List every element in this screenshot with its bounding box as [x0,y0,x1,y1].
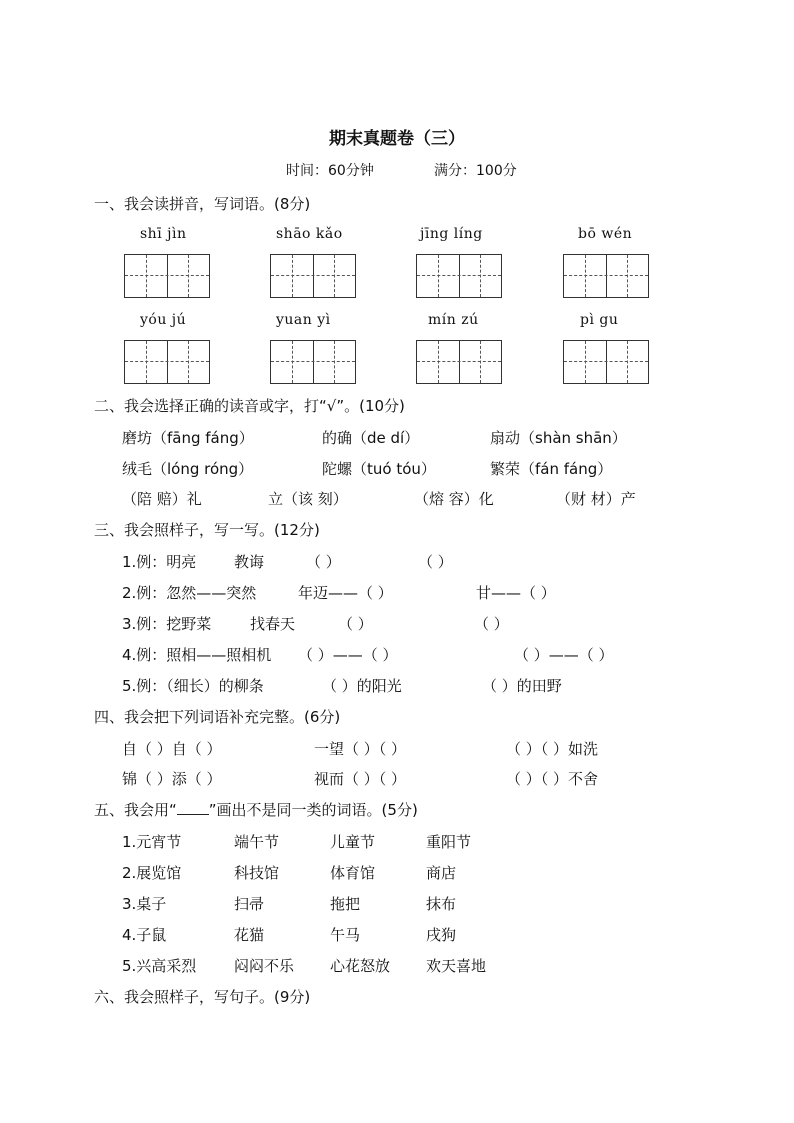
pinyin: pì gu [580,312,619,328]
example-text: 3.例：挖野菜 [122,615,212,633]
section-3-heading: 三、我会照样子，写一写。(12分) [94,521,320,539]
heading-suffix: ”画出不是同一类的词语。(5分) [208,801,418,819]
word-option[interactable]: 儿童节 [330,833,376,851]
idiom-blank[interactable]: （ ）（ ）不舍 [506,770,599,788]
choice-item[interactable]: 立（该 刻） [268,490,348,508]
word-option[interactable]: 戌狗 [426,926,457,944]
word-option[interactable]: 5.兴高采烈 [122,957,197,975]
choice-item[interactable]: （熔 容）化 [414,490,494,508]
writing-grid[interactable] [124,340,210,384]
writing-grid[interactable] [563,254,649,298]
word-option[interactable]: 花猫 [234,926,265,944]
section-2-heading: 二、我会选择正确的读音或字，打“√”。(10分) [94,397,405,415]
choice-item[interactable]: 繁荣（fán fáng） [490,460,613,478]
answer-blank[interactable]: （ ）的阳光 [322,677,402,695]
pinyin: shāo kǎo [276,226,343,242]
writing-grid[interactable] [124,254,210,298]
pinyin: yuan yì [276,312,331,328]
word-option[interactable]: 心花怒放 [330,957,391,975]
full-score: 满分：100分 [434,163,517,179]
writing-grid[interactable] [563,340,649,384]
writing-grid[interactable] [270,340,356,384]
answer-blank[interactable]: （ ）的田野 [482,677,562,695]
writing-grid[interactable] [416,254,502,298]
example-text: 4.例：照相——照相机 [122,646,272,664]
page-title: 期末真题卷（三） [329,129,465,149]
section-4-heading: 四、我会把下列词语补充完整。(6分) [94,708,341,726]
time-limit: 时间：60分钟 [286,163,374,179]
idiom-blank[interactable]: 视而（ ）（ ） [314,770,407,788]
answer-blank[interactable]: （ ）——（ ） [514,646,614,664]
example-text: 2.例：忽然——突然 [122,584,257,602]
choice-item[interactable]: 的确（de dí） [322,429,420,447]
underline-mark [177,802,209,815]
answer-blank[interactable]: 甘——（ ） [476,584,556,602]
answer-blank[interactable]: （ ） [418,553,453,571]
example-text: 5.例：（细长）的柳条 [122,677,264,695]
idiom-blank[interactable]: 自（ ）自（ ） [122,740,222,758]
pinyin: mín zú [428,312,479,328]
word-option[interactable]: 2.展览馆 [122,864,182,882]
answer-blank[interactable]: （ ） [338,615,373,633]
word-option[interactable]: 端午节 [234,833,280,851]
word-option[interactable]: 欢天喜地 [426,957,487,975]
choice-item[interactable]: 扇动（shàn shān） [490,429,627,447]
pinyin: shī jìn [140,226,187,242]
word-option[interactable]: 4.子鼠 [122,926,167,944]
heading-prefix: 五、我会用“ [94,801,177,819]
word: 找春天 [250,615,296,633]
writing-grid[interactable] [416,340,502,384]
answer-blank[interactable]: （ ）——（ ） [298,646,398,664]
choice-item[interactable]: 陀螺（tuó tóu） [322,460,436,478]
example-text: 1.例：明亮 [122,553,197,571]
word-option[interactable]: 1.元宵节 [122,833,182,851]
idiom-blank[interactable]: 锦（ ）添（ ） [122,770,222,788]
pinyin: jīng líng [420,226,483,242]
section-5-heading [94,799,418,820]
word-option[interactable]: 商店 [426,864,457,882]
idiom-blank[interactable]: 一望（ ）（ ） [314,740,407,758]
pinyin: bō wén [578,226,633,242]
choice-item[interactable]: （陪 赔）礼 [122,490,202,508]
answer-blank[interactable]: （ ） [306,553,341,571]
word: 教诲 [234,553,265,571]
pinyin: yóu jú [140,312,187,328]
word-option[interactable]: 体育馆 [330,864,376,882]
choice-item[interactable]: （财 材）产 [556,490,636,508]
answer-blank[interactable]: （ ） [474,615,509,633]
writing-grid[interactable] [270,254,356,298]
word-option[interactable]: 3.桌子 [122,895,167,913]
word-option[interactable]: 扫帚 [234,895,265,913]
section-6-heading: 六、我会照样子，写句子。(9分) [94,988,311,1006]
word-option[interactable]: 重阳节 [426,833,472,851]
choice-item[interactable]: 磨坊（fāng fáng） [122,429,254,447]
word-option[interactable]: 拖把 [330,895,361,913]
word-option[interactable]: 闷闷不乐 [234,957,295,975]
choice-item[interactable]: 绒毛（lóng róng） [122,460,254,478]
answer-blank[interactable]: 年迈——（ ） [298,584,393,602]
idiom-blank[interactable]: （ ）（ ）如洗 [506,740,599,758]
section-1-heading: 一、我会读拼音，写词语。(8分) [94,195,311,213]
word-option[interactable]: 科技馆 [234,864,280,882]
word-option[interactable]: 抹布 [426,895,457,913]
word-option[interactable]: 午马 [330,926,361,944]
